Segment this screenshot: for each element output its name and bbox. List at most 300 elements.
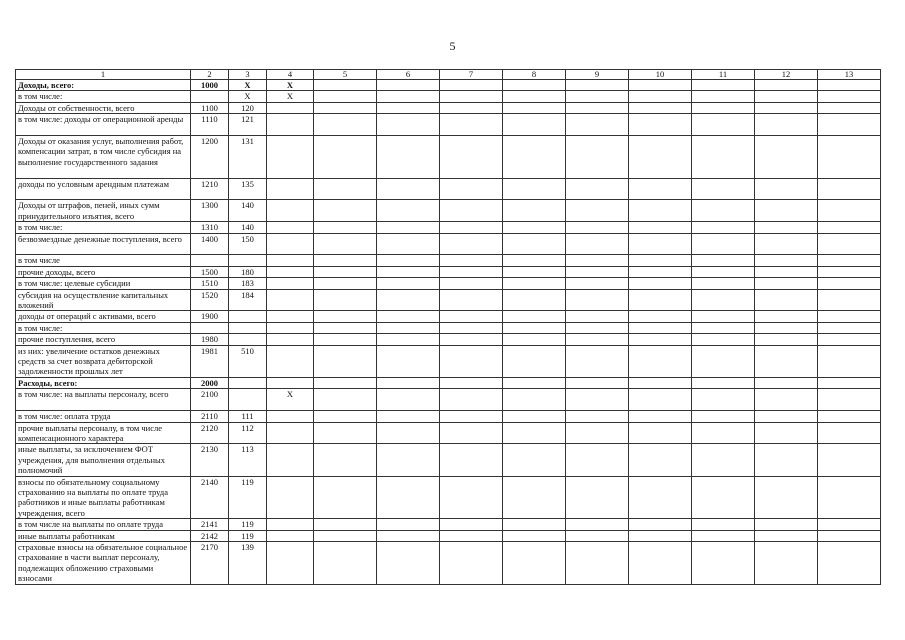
column-number-cell: 13 xyxy=(818,70,881,80)
empty-value-cell xyxy=(818,91,881,102)
row-name-cell: в том числе: целевые субсидии xyxy=(16,278,191,289)
empty-value-cell xyxy=(566,114,629,136)
empty-value-cell xyxy=(818,80,881,91)
empty-value-cell xyxy=(440,178,503,200)
empty-value-cell xyxy=(377,530,440,541)
empty-value-cell xyxy=(440,289,503,311)
column-number-cell: 10 xyxy=(629,70,692,80)
empty-value-cell xyxy=(629,322,692,333)
empty-value-cell xyxy=(566,233,629,255)
empty-value-cell xyxy=(629,200,692,222)
row-kosgu-cell: X xyxy=(229,91,267,102)
empty-value-cell xyxy=(755,519,818,530)
row-col4-cell xyxy=(267,255,314,266)
row-code-cell: 2130 xyxy=(191,444,229,476)
empty-value-cell xyxy=(503,322,566,333)
empty-value-cell xyxy=(377,311,440,322)
table-row xyxy=(16,411,881,422)
empty-value-cell xyxy=(314,389,377,411)
row-col4-cell xyxy=(267,422,314,444)
empty-value-cell xyxy=(314,334,377,345)
row-name-cell: в том числе: xyxy=(16,222,191,233)
empty-value-cell xyxy=(692,476,755,519)
row-kosgu-cell: 139 xyxy=(229,541,267,584)
empty-value-cell xyxy=(377,411,440,422)
table-row xyxy=(16,114,881,136)
table-row xyxy=(16,322,881,333)
empty-value-cell xyxy=(818,444,881,476)
empty-value-cell xyxy=(755,278,818,289)
row-code-cell: 1520 xyxy=(191,289,229,311)
page-number: 5 xyxy=(449,39,456,53)
empty-value-cell xyxy=(818,411,881,422)
empty-value-cell xyxy=(314,311,377,322)
empty-value-cell xyxy=(440,102,503,113)
empty-value-cell xyxy=(377,233,440,255)
row-code-cell: 2110 xyxy=(191,411,229,422)
empty-value-cell xyxy=(818,289,881,311)
row-col4-cell xyxy=(267,411,314,422)
row-col4-cell xyxy=(267,476,314,519)
row-name-cell: взносы по обязательному социальному страхованию на выплаты по оплате труда работников и иные выплаты работникам учреждения, всего xyxy=(16,476,191,519)
row-col4-cell xyxy=(267,311,314,322)
row-kosgu-cell xyxy=(229,334,267,345)
empty-value-cell xyxy=(503,233,566,255)
empty-value-cell xyxy=(440,389,503,411)
empty-value-cell xyxy=(755,178,818,200)
empty-value-cell xyxy=(503,114,566,136)
row-code-cell xyxy=(191,322,229,333)
table-row xyxy=(16,345,881,377)
empty-value-cell xyxy=(377,541,440,584)
empty-value-cell xyxy=(818,519,881,530)
empty-value-cell xyxy=(566,345,629,377)
empty-value-cell xyxy=(818,114,881,136)
empty-value-cell xyxy=(503,222,566,233)
empty-value-cell xyxy=(755,80,818,91)
empty-value-cell xyxy=(314,278,377,289)
empty-value-cell xyxy=(503,444,566,476)
row-col4-cell xyxy=(267,345,314,377)
row-code-cell: 2120 xyxy=(191,422,229,444)
empty-value-cell xyxy=(440,422,503,444)
row-col4-cell xyxy=(267,334,314,345)
row-code-cell: 1100 xyxy=(191,102,229,113)
row-kosgu-cell: 150 xyxy=(229,233,267,255)
empty-value-cell xyxy=(692,289,755,311)
empty-value-cell xyxy=(629,102,692,113)
empty-value-cell xyxy=(818,233,881,255)
column-number-cell: 6 xyxy=(377,70,440,80)
empty-value-cell xyxy=(566,80,629,91)
row-code-cell: 1400 xyxy=(191,233,229,255)
empty-value-cell xyxy=(566,266,629,277)
row-name-cell: субсидия на осуществление капитальных вложений xyxy=(16,289,191,311)
row-name-cell: Доходы от оказания услуг, выполнения работ, компенсации затрат, в том числе субсидия на выполнение государственного задания xyxy=(16,136,191,179)
table-row xyxy=(16,200,881,222)
empty-value-cell xyxy=(818,266,881,277)
empty-value-cell xyxy=(314,102,377,113)
table-row xyxy=(16,476,881,519)
table-row xyxy=(16,541,881,584)
row-name-cell: в том числе: xyxy=(16,91,191,102)
row-name-cell: доходы от операций с активами, всего xyxy=(16,311,191,322)
empty-value-cell xyxy=(629,255,692,266)
row-kosgu-cell: 119 xyxy=(229,476,267,519)
column-number-cell: 8 xyxy=(503,70,566,80)
row-kosgu-cell xyxy=(229,322,267,333)
empty-value-cell xyxy=(503,476,566,519)
empty-value-cell xyxy=(755,233,818,255)
empty-value-cell xyxy=(440,200,503,222)
row-col4-cell: X xyxy=(267,80,314,91)
table-row xyxy=(16,80,881,91)
empty-value-cell xyxy=(503,389,566,411)
empty-value-cell xyxy=(692,102,755,113)
empty-value-cell xyxy=(377,255,440,266)
empty-value-cell xyxy=(314,322,377,333)
empty-value-cell xyxy=(314,136,377,179)
empty-value-cell xyxy=(818,389,881,411)
column-number-cell: 7 xyxy=(440,70,503,80)
empty-value-cell xyxy=(629,345,692,377)
row-col4-cell xyxy=(267,519,314,530)
empty-value-cell xyxy=(377,519,440,530)
empty-value-cell xyxy=(566,519,629,530)
empty-value-cell xyxy=(755,444,818,476)
empty-value-cell xyxy=(377,222,440,233)
empty-value-cell xyxy=(440,519,503,530)
row-col4-cell xyxy=(267,266,314,277)
empty-value-cell xyxy=(818,322,881,333)
empty-value-cell xyxy=(755,422,818,444)
empty-value-cell xyxy=(440,345,503,377)
empty-value-cell xyxy=(818,136,881,179)
empty-value-cell xyxy=(629,178,692,200)
row-kosgu-cell: 184 xyxy=(229,289,267,311)
row-col4-cell xyxy=(267,541,314,584)
empty-value-cell xyxy=(314,255,377,266)
empty-value-cell xyxy=(566,311,629,322)
row-code-cell: 2170 xyxy=(191,541,229,584)
empty-value-cell xyxy=(818,476,881,519)
empty-value-cell xyxy=(629,289,692,311)
empty-value-cell xyxy=(503,345,566,377)
empty-value-cell xyxy=(755,255,818,266)
empty-value-cell xyxy=(503,311,566,322)
empty-value-cell xyxy=(377,422,440,444)
row-code-cell xyxy=(191,255,229,266)
row-col4-cell: X xyxy=(267,91,314,102)
table-row xyxy=(16,519,881,530)
empty-value-cell xyxy=(440,322,503,333)
empty-value-cell xyxy=(755,91,818,102)
empty-value-cell xyxy=(566,422,629,444)
empty-value-cell xyxy=(314,377,377,388)
row-kosgu-cell: 131 xyxy=(229,136,267,179)
empty-value-cell xyxy=(818,200,881,222)
row-kosgu-cell: 510 xyxy=(229,345,267,377)
row-col4-cell xyxy=(267,289,314,311)
empty-value-cell xyxy=(314,519,377,530)
row-name-cell: прочие доходы, всего xyxy=(16,266,191,277)
empty-value-cell xyxy=(503,289,566,311)
row-name-cell: Доходы от собственности, всего xyxy=(16,102,191,113)
empty-value-cell xyxy=(377,334,440,345)
empty-value-cell xyxy=(377,476,440,519)
empty-value-cell xyxy=(314,289,377,311)
empty-value-cell xyxy=(566,136,629,179)
empty-value-cell xyxy=(818,102,881,113)
row-code-cell: 1110 xyxy=(191,114,229,136)
empty-value-cell xyxy=(314,222,377,233)
empty-value-cell xyxy=(692,345,755,377)
empty-value-cell xyxy=(566,178,629,200)
row-code-cell: 2141 xyxy=(191,519,229,530)
empty-value-cell xyxy=(692,178,755,200)
empty-value-cell xyxy=(629,266,692,277)
column-number-cell: 3 xyxy=(229,70,267,80)
empty-value-cell xyxy=(377,289,440,311)
empty-value-cell xyxy=(566,102,629,113)
empty-value-cell xyxy=(755,334,818,345)
empty-value-cell xyxy=(629,541,692,584)
row-kosgu-cell xyxy=(229,311,267,322)
row-code-cell: 2000 xyxy=(191,377,229,388)
empty-value-cell xyxy=(566,476,629,519)
empty-value-cell xyxy=(629,476,692,519)
column-number-row xyxy=(16,70,881,80)
empty-value-cell xyxy=(566,91,629,102)
row-col4-cell xyxy=(267,114,314,136)
empty-value-cell xyxy=(377,266,440,277)
table-row xyxy=(16,311,881,322)
empty-value-cell xyxy=(692,200,755,222)
empty-value-cell xyxy=(629,519,692,530)
empty-value-cell xyxy=(755,102,818,113)
empty-value-cell xyxy=(755,530,818,541)
empty-value-cell xyxy=(377,114,440,136)
empty-value-cell xyxy=(503,178,566,200)
empty-value-cell xyxy=(629,278,692,289)
row-code-cell: 1900 xyxy=(191,311,229,322)
row-name-cell: иные выплаты работникам xyxy=(16,530,191,541)
table-row xyxy=(16,233,881,255)
empty-value-cell xyxy=(503,255,566,266)
row-name-cell: прочие поступления, всего xyxy=(16,334,191,345)
empty-value-cell xyxy=(314,178,377,200)
empty-value-cell xyxy=(692,255,755,266)
row-code-cell: 1510 xyxy=(191,278,229,289)
empty-value-cell xyxy=(755,311,818,322)
table-row xyxy=(16,530,881,541)
row-code-cell: 1300 xyxy=(191,200,229,222)
table-row xyxy=(16,136,881,179)
empty-value-cell xyxy=(377,80,440,91)
table-row xyxy=(16,422,881,444)
empty-value-cell xyxy=(818,530,881,541)
row-name-cell: в том числе: xyxy=(16,322,191,333)
table-row xyxy=(16,278,881,289)
row-kosgu-cell: 120 xyxy=(229,102,267,113)
empty-value-cell xyxy=(818,345,881,377)
empty-value-cell xyxy=(629,311,692,322)
empty-value-cell xyxy=(692,136,755,179)
empty-value-cell xyxy=(377,444,440,476)
row-name-cell: прочие выплаты персоналу, в том числе компенсационного характера xyxy=(16,422,191,444)
empty-value-cell xyxy=(629,389,692,411)
empty-value-cell xyxy=(818,255,881,266)
row-name-cell: в том числе: доходы от операционной аренды xyxy=(16,114,191,136)
row-code-cell: 1980 xyxy=(191,334,229,345)
row-col4-cell xyxy=(267,233,314,255)
empty-value-cell xyxy=(692,233,755,255)
empty-value-cell xyxy=(566,389,629,411)
empty-value-cell xyxy=(566,255,629,266)
empty-value-cell xyxy=(377,178,440,200)
empty-value-cell xyxy=(503,519,566,530)
empty-value-cell xyxy=(440,377,503,388)
empty-value-cell xyxy=(629,136,692,179)
empty-value-cell xyxy=(503,422,566,444)
table-row xyxy=(16,377,881,388)
empty-value-cell xyxy=(503,278,566,289)
row-name-cell: безвозмездные денежные поступления, всего xyxy=(16,233,191,255)
empty-value-cell xyxy=(566,530,629,541)
empty-value-cell xyxy=(566,278,629,289)
empty-value-cell xyxy=(692,389,755,411)
empty-value-cell xyxy=(314,422,377,444)
column-number-cell: 2 xyxy=(191,70,229,80)
empty-value-cell xyxy=(503,377,566,388)
empty-value-cell xyxy=(755,541,818,584)
empty-value-cell xyxy=(818,311,881,322)
row-kosgu-cell xyxy=(229,255,267,266)
empty-value-cell xyxy=(755,476,818,519)
empty-value-cell xyxy=(692,114,755,136)
row-name-cell: в том числе xyxy=(16,255,191,266)
row-col4-cell xyxy=(267,136,314,179)
row-code-cell: 1210 xyxy=(191,178,229,200)
row-name-cell: Расходы, всего: xyxy=(16,377,191,388)
empty-value-cell xyxy=(503,266,566,277)
table-row xyxy=(16,255,881,266)
empty-value-cell xyxy=(692,422,755,444)
empty-value-cell xyxy=(503,334,566,345)
table-row xyxy=(16,289,881,311)
empty-value-cell xyxy=(818,422,881,444)
empty-value-cell xyxy=(755,200,818,222)
empty-value-cell xyxy=(503,541,566,584)
column-number-cell: 5 xyxy=(314,70,377,80)
row-col4-cell xyxy=(267,178,314,200)
empty-value-cell xyxy=(566,444,629,476)
empty-value-cell xyxy=(440,80,503,91)
row-name-cell: в том числе: оплата труда xyxy=(16,411,191,422)
table-row xyxy=(16,91,881,102)
row-kosgu-cell: 119 xyxy=(229,530,267,541)
table-row xyxy=(16,444,881,476)
financial-plan-table xyxy=(15,69,881,585)
empty-value-cell xyxy=(377,102,440,113)
empty-value-cell xyxy=(314,411,377,422)
empty-value-cell xyxy=(566,377,629,388)
row-code-cell: 2140 xyxy=(191,476,229,519)
empty-value-cell xyxy=(566,289,629,311)
empty-value-cell xyxy=(566,322,629,333)
row-kosgu-cell: X xyxy=(229,80,267,91)
empty-value-cell xyxy=(818,278,881,289)
empty-value-cell xyxy=(440,233,503,255)
empty-value-cell xyxy=(440,278,503,289)
empty-value-cell xyxy=(629,530,692,541)
empty-value-cell xyxy=(692,519,755,530)
empty-value-cell xyxy=(692,411,755,422)
empty-value-cell xyxy=(818,334,881,345)
row-col4-cell: X xyxy=(267,389,314,411)
empty-value-cell xyxy=(503,136,566,179)
row-kosgu-cell: 119 xyxy=(229,519,267,530)
empty-value-cell xyxy=(440,266,503,277)
empty-value-cell xyxy=(314,345,377,377)
empty-value-cell xyxy=(692,322,755,333)
empty-value-cell xyxy=(755,389,818,411)
empty-value-cell xyxy=(440,91,503,102)
empty-value-cell xyxy=(503,411,566,422)
column-number-cell: 11 xyxy=(692,70,755,80)
row-name-cell: в том числе на выплаты по оплате труда xyxy=(16,519,191,530)
column-number-cell: 1 xyxy=(16,70,191,80)
empty-value-cell xyxy=(629,114,692,136)
empty-value-cell xyxy=(629,377,692,388)
empty-value-cell xyxy=(692,278,755,289)
row-kosgu-cell: 111 xyxy=(229,411,267,422)
empty-value-cell xyxy=(629,411,692,422)
row-col4-cell xyxy=(267,200,314,222)
empty-value-cell xyxy=(566,222,629,233)
empty-value-cell xyxy=(692,334,755,345)
empty-value-cell xyxy=(566,541,629,584)
empty-value-cell xyxy=(314,91,377,102)
row-col4-cell xyxy=(267,322,314,333)
empty-value-cell xyxy=(755,289,818,311)
row-col4-cell xyxy=(267,444,314,476)
empty-value-cell xyxy=(440,222,503,233)
empty-value-cell xyxy=(692,444,755,476)
empty-value-cell xyxy=(314,541,377,584)
column-number-cell: 12 xyxy=(755,70,818,80)
row-kosgu-cell: 140 xyxy=(229,200,267,222)
row-kosgu-cell: 113 xyxy=(229,444,267,476)
table-row xyxy=(16,102,881,113)
empty-value-cell xyxy=(755,322,818,333)
row-name-cell: Доходы от штрафов, пеней, иных сумм принудительного изъятия, всего xyxy=(16,200,191,222)
empty-value-cell xyxy=(692,266,755,277)
empty-value-cell xyxy=(440,541,503,584)
empty-value-cell xyxy=(818,178,881,200)
empty-value-cell xyxy=(818,222,881,233)
empty-value-cell xyxy=(314,233,377,255)
table-row xyxy=(16,178,881,200)
row-code-cell: 1500 xyxy=(191,266,229,277)
empty-value-cell xyxy=(377,377,440,388)
empty-value-cell xyxy=(692,80,755,91)
empty-value-cell xyxy=(755,377,818,388)
table-row xyxy=(16,389,881,411)
empty-value-cell xyxy=(692,541,755,584)
empty-value-cell xyxy=(440,444,503,476)
row-kosgu-cell: 183 xyxy=(229,278,267,289)
